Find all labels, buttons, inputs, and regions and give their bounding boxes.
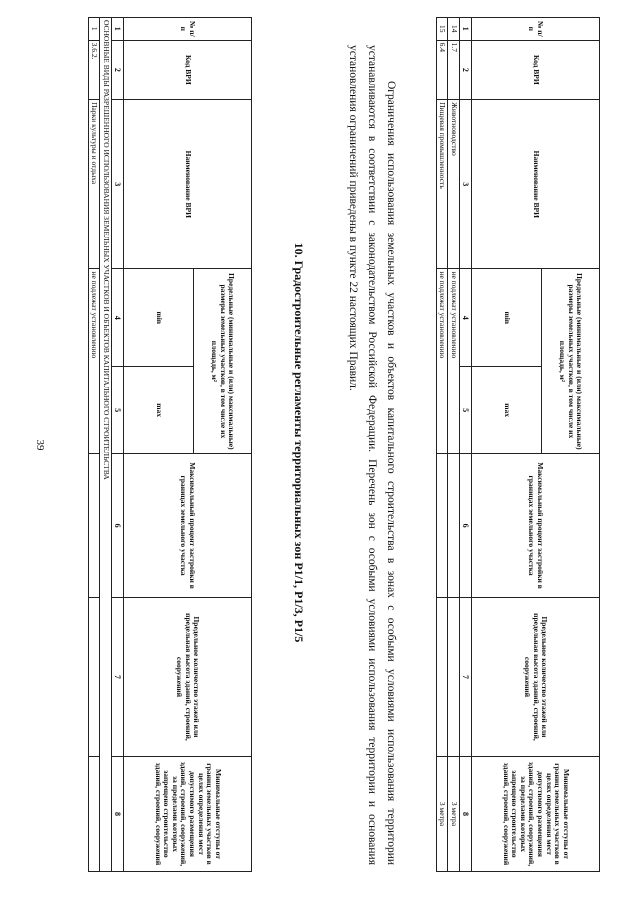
group-row-label: ОСНОВНЫЕ ВИДЫ РАЗРЕШЕННОГО ИСПОЛЬЗОВАНИЯ ЗЕМЕЛЬНЫХ УЧАСТКОВ И ОБЪЕКТОВ КАПИТАЛЬНОГО СТРОИТЕЛЬСТВА: [100, 18, 112, 872]
column-number: 1: [111, 18, 123, 41]
header-floors: Предельное количество этажей или предельная высота зданий, строений, сооружений: [124, 597, 252, 756]
row-floors: [88, 597, 100, 756]
header-offsets: Минимальные отступы от границ земельных участков в целях определения мест допустимого размещения зданий, строений, сооружений, за пределами которых запрещено строительство зданий, строений, сооружений: [124, 757, 252, 872]
column-number: 6: [111, 454, 123, 598]
column-number: 1: [459, 18, 471, 41]
regulations-table-continued: [436, 17, 600, 872]
row-offsets: 3 метра: [448, 757, 460, 872]
row-name: Парки культуры и отдыха: [88, 100, 100, 269]
header-name: Наименование ВРИ: [124, 100, 252, 269]
column-number: 3: [459, 100, 471, 269]
row-code: 6.4: [436, 40, 448, 100]
page-number: 39: [34, 439, 46, 451]
column-number: 7: [459, 597, 471, 756]
header-code: Код ВРИ: [124, 40, 252, 100]
row-sizes: не подлежат установлению: [448, 269, 460, 454]
column-number-row: [459, 18, 471, 872]
header-size-group: Предельные (минимальные и (или) максимальные) размеры земельных участков, в том числе их площадь, м²: [542, 269, 600, 454]
column-number: 5: [111, 366, 123, 453]
row-name: Пищевая промышленность: [436, 100, 448, 269]
column-number: 6: [459, 454, 471, 598]
row-code: 1.7: [448, 40, 460, 100]
header-percent: Максимальный процент застройки в границах земельного участка: [124, 454, 252, 598]
header-offsets: Минимальные отступы от границ земельных участков в целях определения мест допустимого размещения зданий, строений, сооружений, за пределами которых запрещено строительство зданий, строений, сооружений: [472, 757, 600, 872]
row-percent: [448, 454, 460, 598]
regulations-table-zones: [88, 17, 252, 872]
group-row: [100, 18, 112, 872]
column-number-row: [111, 18, 123, 872]
section-title: 10. Градостроительные регламенты территориальных зон Р1/1, Р1/3, Р1/5: [292, 242, 306, 643]
table-row: [448, 18, 460, 872]
paragraph-text: Ограничения использования земельных участков и объектов капитального строительства в зонах с особыми условиями использования территории устанавливаются в соответствии с законодательством Российской Федерации. Перечень зон с особыми условиями использования территории и основания установления ограничений приведены в пункте 22 настоящих Правил.: [347, 45, 397, 865]
rotated-page-content: [40, 15, 600, 875]
row-floors: [448, 597, 460, 756]
header-name: Наименование ВРИ: [472, 100, 600, 269]
restrictions-paragraph: [343, 45, 400, 865]
row-offsets: [88, 757, 100, 872]
column-number: 2: [459, 40, 471, 100]
row-no: 1: [88, 18, 100, 41]
row-sizes: не подлежат установлению: [88, 269, 100, 454]
header-max: max: [472, 366, 542, 453]
header-no: № п/п: [472, 18, 600, 41]
row-offsets: 3 метра: [436, 757, 448, 872]
row-floors: [436, 597, 448, 756]
column-number: 8: [459, 757, 471, 872]
column-number: 4: [459, 269, 471, 367]
row-percent: [436, 454, 448, 598]
column-number: 7: [111, 597, 123, 756]
row-name: Животноводство: [448, 100, 460, 269]
column-number: 8: [111, 757, 123, 872]
header-size-group: Предельные (минимальные и (или) максимальные) размеры земельных участков, в том числе их площадь, м²: [194, 269, 252, 454]
header-percent: Максимальный процент застройки в границах земельного участка: [472, 454, 600, 598]
column-number: 5: [459, 366, 471, 453]
row-code: 3.6.2.: [88, 40, 100, 100]
column-number: 2: [111, 40, 123, 100]
row-sizes: не подлежат установлению: [436, 269, 448, 454]
header-min: min: [124, 269, 194, 367]
row-no: 15: [436, 18, 448, 41]
row-percent: [88, 454, 100, 598]
header-max: max: [124, 366, 194, 453]
header-code: Код ВРИ: [472, 40, 600, 100]
header-floors: Предельное количество этажей или предельная высота зданий, строений, сооружений: [472, 597, 600, 756]
header-no: № п/п: [124, 18, 252, 41]
table-row: [88, 18, 100, 872]
table-row: [436, 18, 448, 872]
row-no: 14: [448, 18, 460, 41]
header-min: min: [472, 269, 542, 367]
column-number: 3: [111, 100, 123, 269]
column-number: 4: [111, 269, 123, 367]
